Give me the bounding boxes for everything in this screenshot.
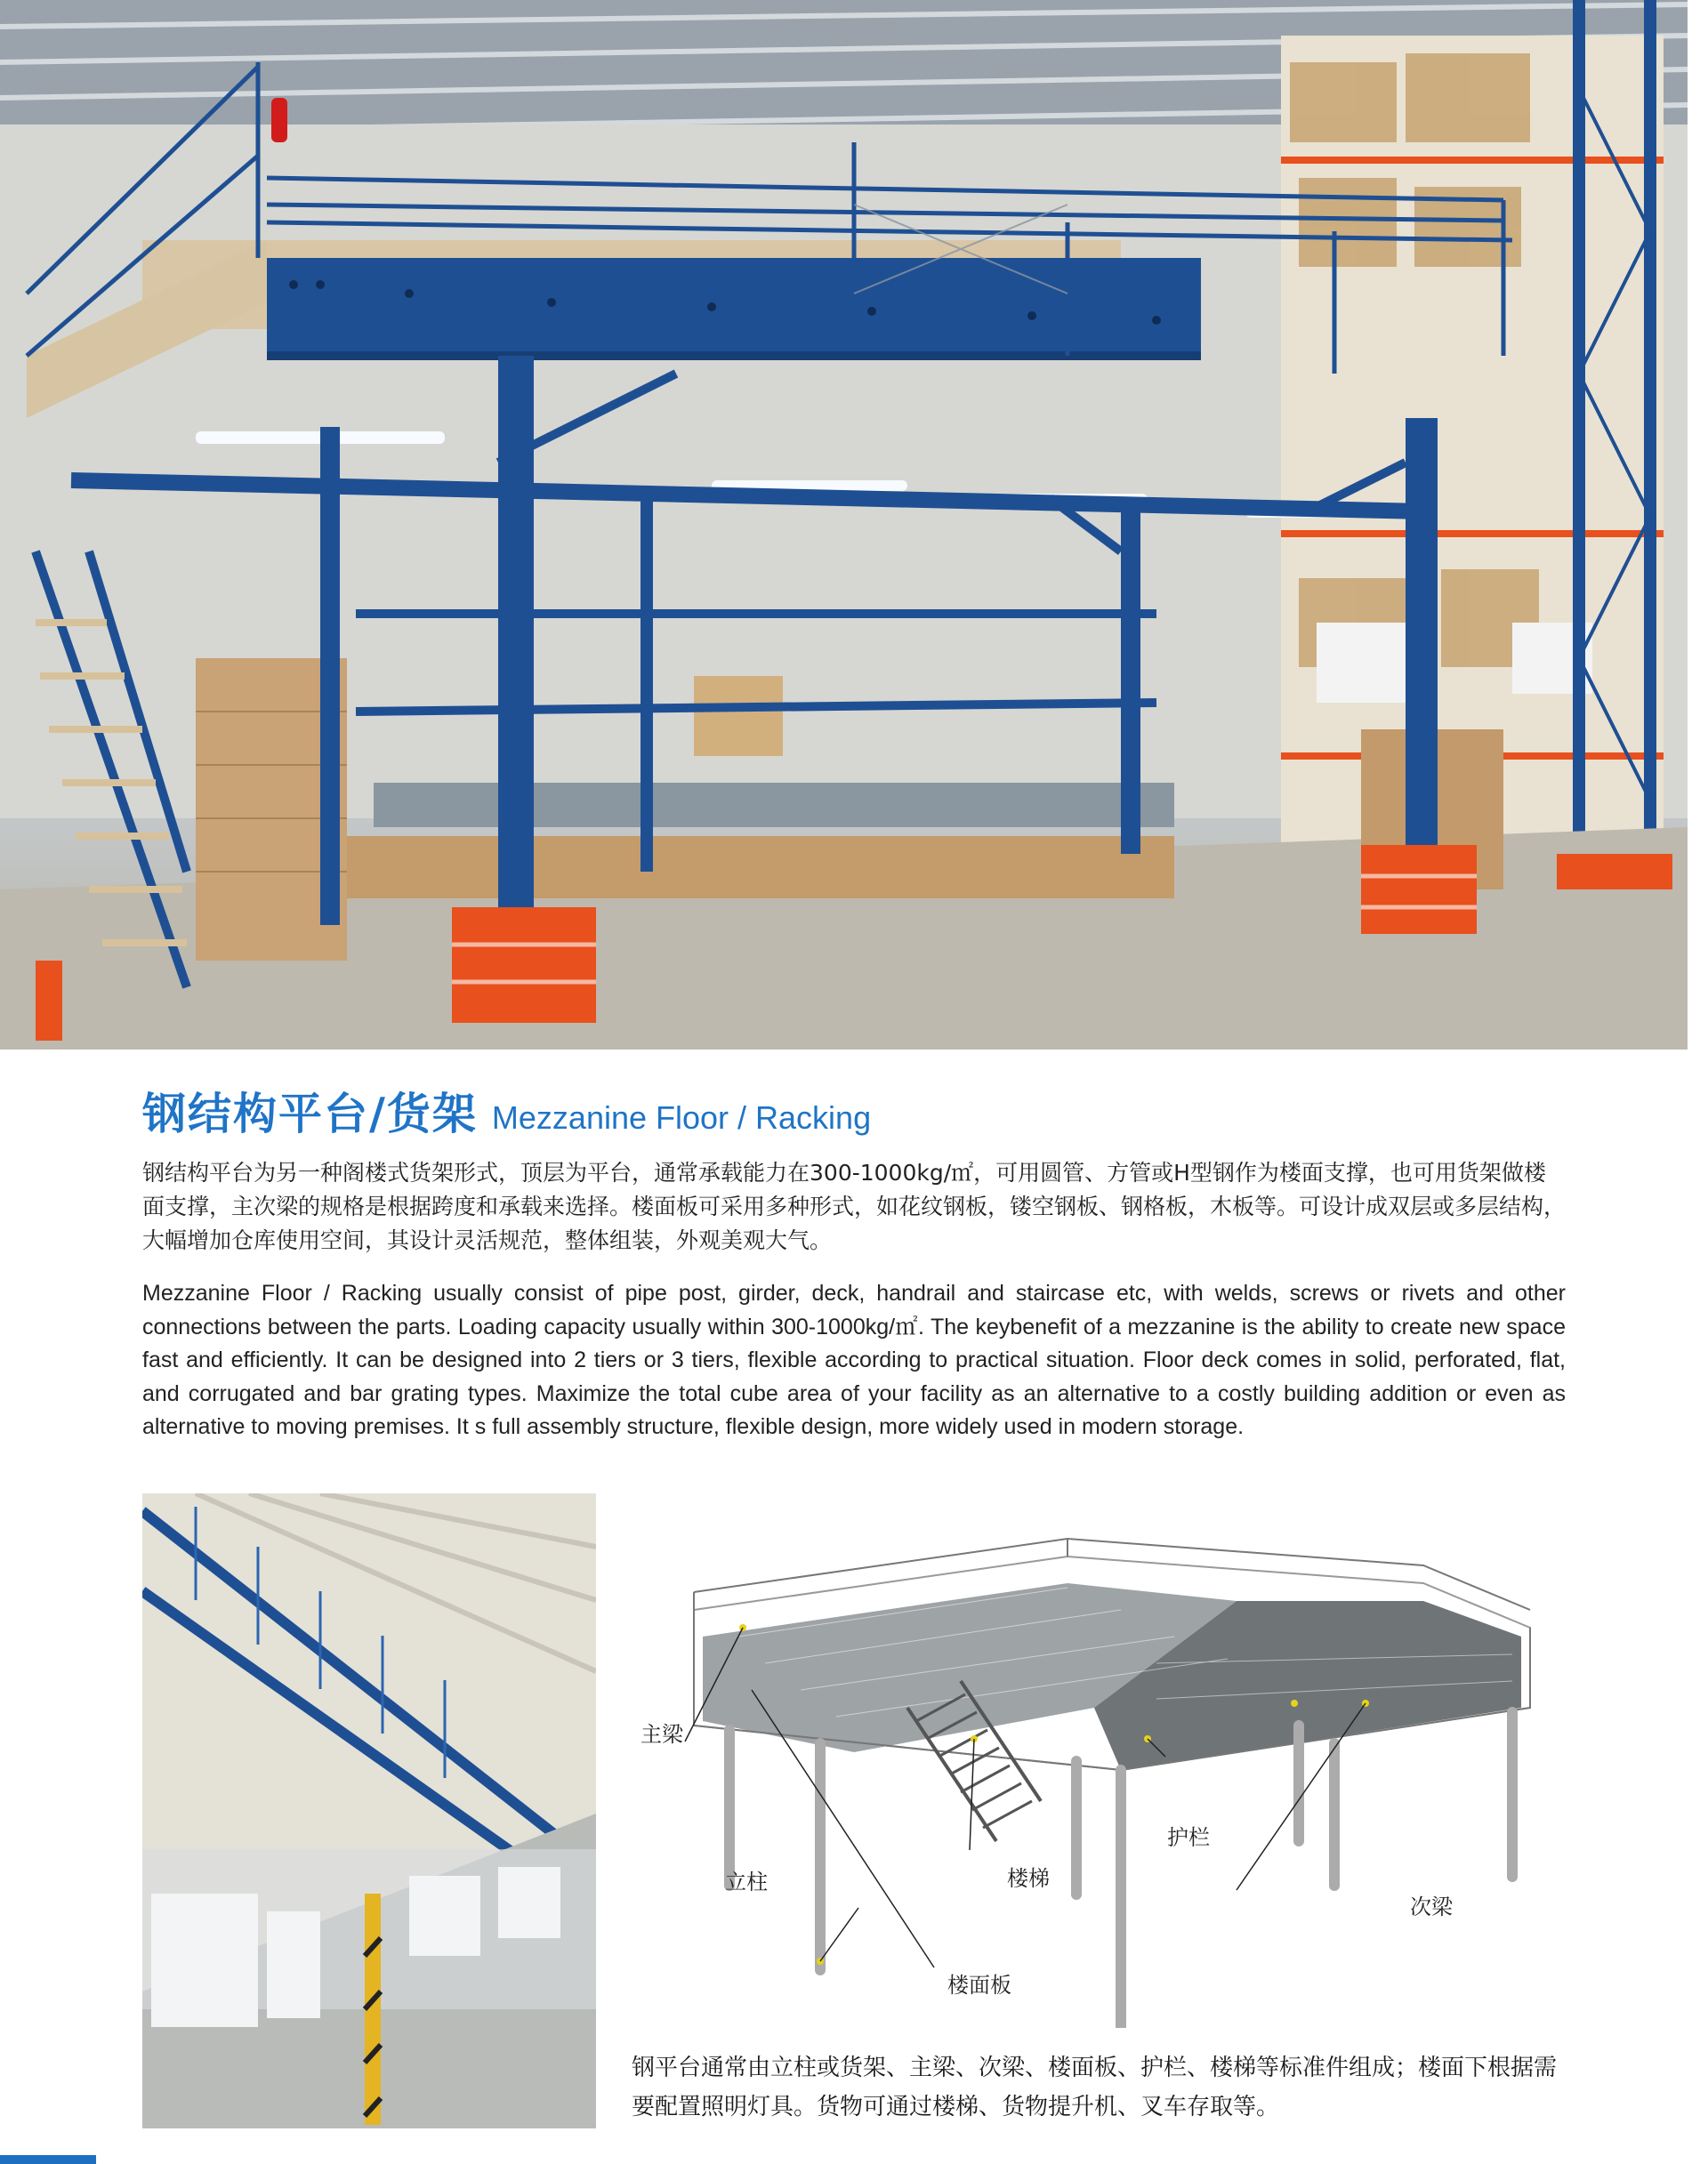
label-main-beam: 主梁 [640, 1722, 683, 1747]
page-corner-accent [0, 2155, 96, 2164]
label-column: 立柱 [725, 1870, 768, 1895]
diagram-caption: 钢平台通常由立柱或货架、主梁、次梁、楼面板、护栏、楼梯等标准件组成；楼面下根据需要配置照明灯具。货物可通过楼梯、货物提升机、叉车存取等。 [632, 2055, 1558, 2120]
description-cn: 钢结构平台为另一种阁楼式货架形式，顶层为平台，通常承载能力在300-1000kg/㎡，可用圆管、方管或H型钢作为楼面支撑，也可用货架做楼面支撑，主次梁的规格是根据跨度和承载来选择。楼面板可采用多种形式，如花纹钢板，镂空钢板、钢格板，木板等。可设计成双层或多层结构，大幅增加仓库使用空间，其设计灵活规范，整体组装，外观美观大气。 [142, 1160, 1567, 1253]
label-floor-deck: 楼面板 [947, 1973, 1011, 1998]
page-margin-right [1688, 0, 1708, 2164]
hero-photo-mezzanine [0, 0, 1688, 1050]
photo-mezzanine-interior [142, 1493, 596, 2128]
title-cn: 钢结构平台/货架 [142, 1089, 478, 1139]
title-en: Mezzanine Floor / Racking [491, 1099, 872, 1136]
section-title [142, 1080, 871, 1142]
label-secondary-beam: 次梁 [1410, 1895, 1453, 1919]
mezzanine-structure-diagram [623, 1503, 1601, 2028]
description-en: Mezzanine Floor / Racking usually consist of pipe post, girder, deck, handrail and staircase etc, with welds, screws or rivets and other connections between the parts. Loading capacity usually within 300-1000kg/㎡. The keybenefit of a mezzanine is the ability to create new space fast and efficiently. It can be designed into 2 tiers or 3 tiers, flexible according to practical situation. Floor deck comes in solid, perforated, flat, and corrugated and bar grating types. Maximize the total cube area of your facility as an alternative to a costly building addition or even as alternative to moving premises. It s full assembly structure, flexible design, more widely used in modern storage. [142, 1281, 1566, 1439]
label-stairs: 楼梯 [1007, 1866, 1050, 1891]
label-guardrail: 护栏 [1167, 1825, 1210, 1850]
